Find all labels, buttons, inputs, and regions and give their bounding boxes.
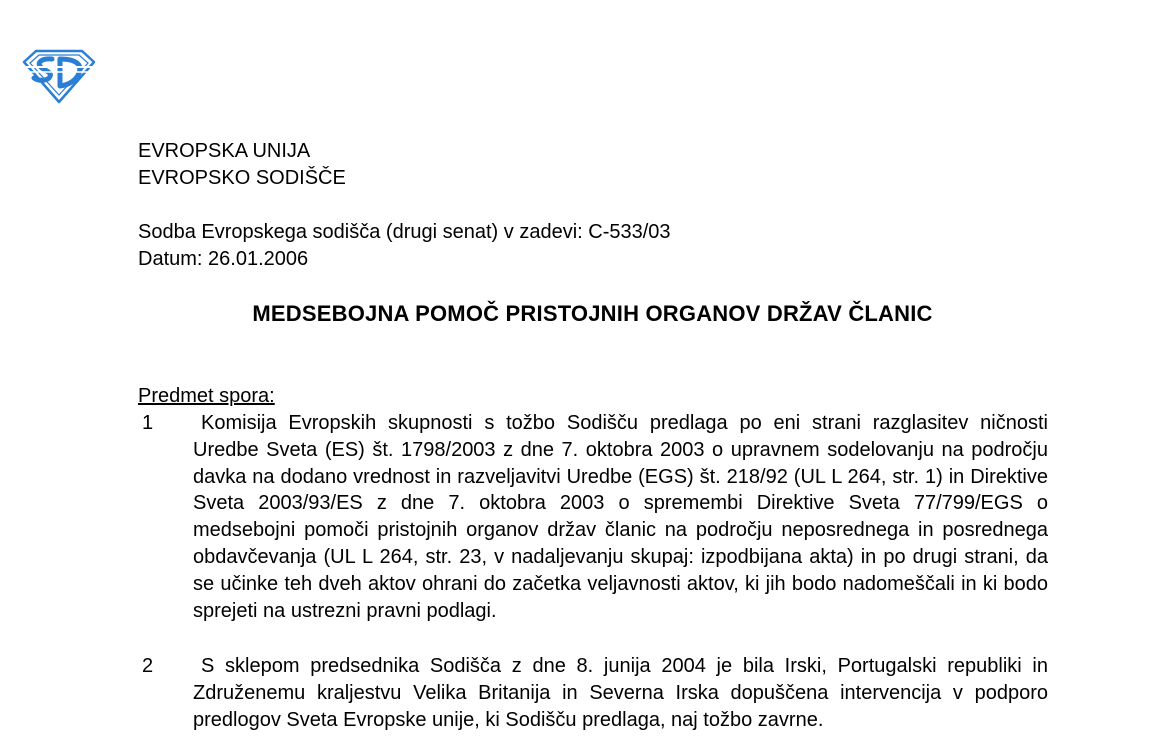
paragraph-text: S sklepom predsednika Sodišča z dne 8. junija 2004 je bila Irski, Portugalski republiki in Združenemu kraljestvu Velika Britanija in Severna Irska dopuščena intervencija v podporo predlogov Sveta Evropske unije, ki Sodišču predlaga, naj tožbo zavrne. [193, 655, 1048, 731]
subject-heading: Predmet spora: [138, 385, 275, 407]
paragraph-number: 1 [142, 412, 154, 434]
paragraph-text: Komisija Evropskih skupnosti s tožbo Sodišču predlaga po eni strani razglasitev ničnosti Uredbe Sveta (ES) št. 1798/2003 z dne 7. oktobra 2003 o upravnem sodelovanju na področju davka na dodano vrednost in razveljavitvi Uredbe (EGS) št. 218/92 (UL L 264, str. 1) in Direktive Sveta 2003/93/ES z dne 7. oktobra 2003 o spremembi Direktive Sveta 77/799/EGS o medsebojni pomoči pristojnih organov držav članic na področju neposrednega in posrednega obdavčevanja (UL L 264, str. 23, v nadaljevanju skupaj: izpodbijana akta) in po drugi strani, da se učinke teh dveh aktov ohrani do začetka veljavnosti aktov, ki jih bodo nadomeščali in ki bodo sprejeti na ustrezni pravni podlagi. [193, 412, 1048, 622]
paragraph [138, 410, 1048, 624]
judgment-date: Datum: 26.01.2006 [138, 248, 309, 270]
judgment-reference: Sodba Evropskega sodišča (drugi senat) v zadevi: C-533/03 [138, 221, 671, 243]
court-logo-icon [22, 48, 96, 104]
paragraph-number: 2 [142, 655, 154, 677]
header-union: EVROPSKA UNIJA [138, 140, 311, 162]
paragraph [138, 653, 1048, 733]
document-title: MEDSEBOJNA POMOČ PRISTOJNIH ORGANOV DRŽAV ČLANIC [252, 301, 933, 326]
header-court: EVROPSKO SODIŠČE [138, 167, 346, 189]
